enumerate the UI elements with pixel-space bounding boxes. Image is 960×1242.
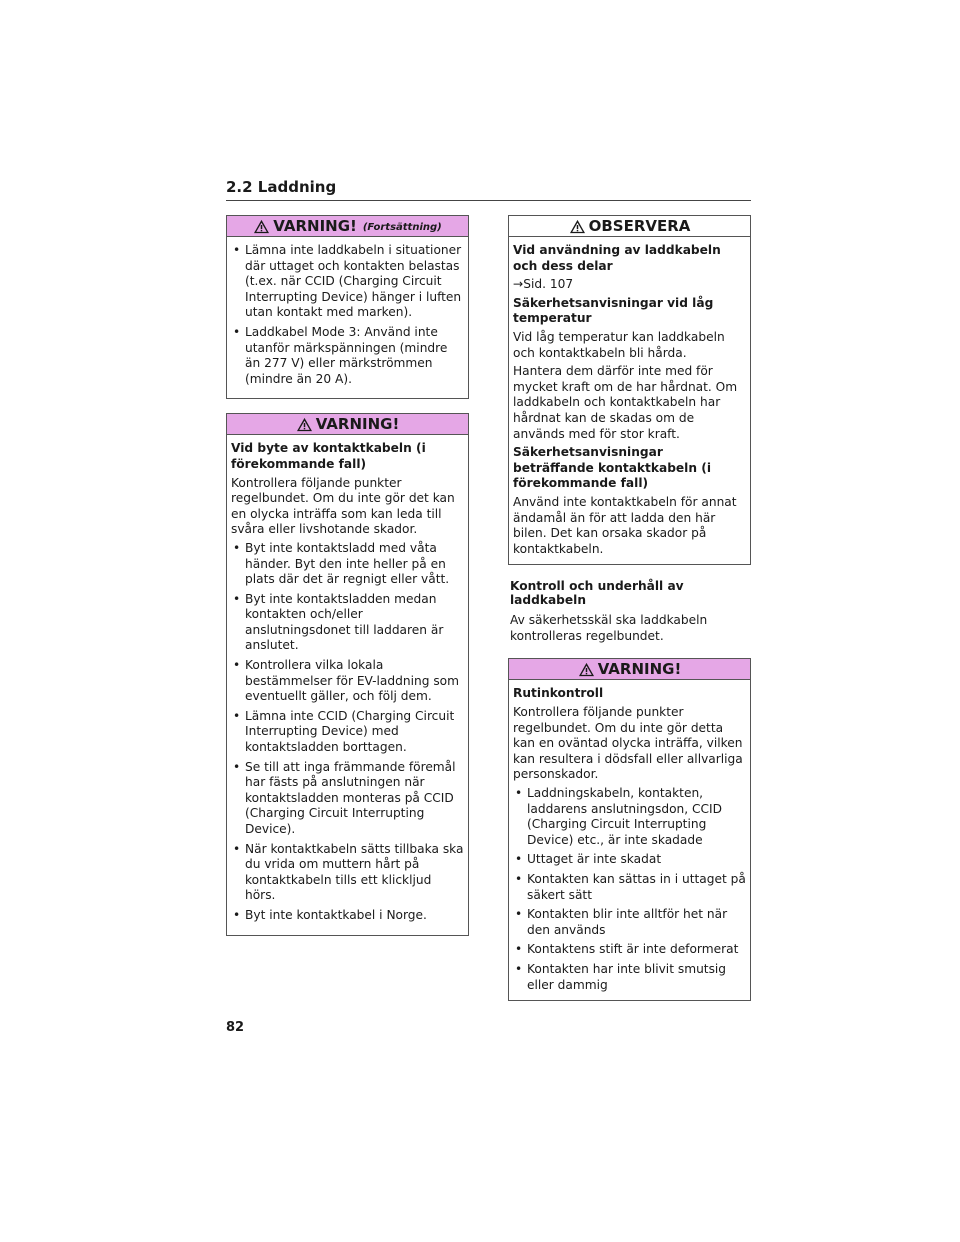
warning-triangle-icon bbox=[253, 219, 270, 234]
page-number: 82 bbox=[226, 1020, 245, 1035]
warning-body bbox=[509, 680, 750, 1000]
page-reference: →Sid. 107 bbox=[513, 277, 574, 292]
list-item: • Kontrollera vilka lokala bestämmelser för EV-laddning som eventuellt gäller, och följ dem. bbox=[231, 658, 464, 705]
section-heading: Kontroll och underhåll av laddkabeln bbox=[510, 579, 684, 608]
notice-icon bbox=[569, 219, 586, 234]
list-item: • Lämna inte laddkabeln i situationer där uttaget och kontakten belastas (t.ex. när CCID (Charging Circuit Interrupting Device) hänger i luften utan kontakt med marken). bbox=[231, 243, 464, 321]
list-item: • Lämna inte CCID (Charging Circuit Interrupting Device) med kontaktsladden borttagen. bbox=[231, 709, 464, 756]
list-item: • Byt inte kontaktkabel i Norge. bbox=[231, 908, 464, 924]
warning-intro: Kontrollera följande punkter regelbundet. Om du inte gör detta kan en oväntad olycka inträffa, vilken kan resultera i dödsfall eller allvarliga personskador. bbox=[513, 705, 743, 782]
warning-list bbox=[513, 786, 746, 993]
notice-paragraph: Vid låg temperatur kan laddkabeln och kontaktkabeln bli hårda. bbox=[513, 329, 725, 360]
notice-paragraph: Hantera dem därför inte med för mycket kraft om de har hårdnat. Om laddkabeln och kontaktkabeln har hårdnat kan de skadas om de används med för stor kraft. bbox=[513, 364, 738, 441]
notice-header bbox=[509, 216, 750, 237]
warning-box-cable-replacement bbox=[226, 413, 469, 935]
list-item: • När kontaktkabeln sätts tillbaka ska du vrida om muttern hårt på kontaktkabeln tills ett klickljud hörs. bbox=[231, 842, 464, 904]
warning-header bbox=[227, 414, 468, 435]
list-item: • Se till att inga främmande föremål har fästs på anslutningen när kontaktsladden monteras på CCID (Charging Circuit Interrupting Device). bbox=[231, 760, 464, 838]
warning-body bbox=[227, 237, 468, 398]
list-item: • Byt inte kontaktsladden medan kontakten och/eller anslutningsdonet till laddaren är anslutet. bbox=[231, 592, 464, 654]
section-title: 2.2 Laddning bbox=[226, 178, 337, 196]
warning-label: VARNING! bbox=[315, 415, 400, 434]
continued-label: (Fortsättning) bbox=[362, 222, 442, 233]
warning-heading: Rutinkontroll bbox=[513, 686, 604, 701]
list-item: • Kontakten har inte blivit smutsig eller dammig bbox=[513, 962, 746, 993]
warning-intro: Kontrollera följande punkter regelbundet. Om du inte gör det kan en olycka inträffa som kan leda till svåra eller livshotande skador. bbox=[231, 475, 455, 537]
warning-triangle-icon bbox=[296, 417, 313, 432]
notice-heading: Vid användning av laddkabeln och dess delar bbox=[513, 243, 721, 273]
notice-box bbox=[508, 215, 751, 565]
warning-body bbox=[227, 435, 468, 934]
list-item: • Kontakten kan sättas in i uttaget på säkert sätt bbox=[513, 872, 746, 903]
warning-label: VARNING! bbox=[273, 217, 357, 235]
list-item: • Laddkabel Mode 3: Använd inte utanför märkspänningen (mindre än 277 V) eller märkströmmen (mindre än 20 A). bbox=[231, 325, 464, 387]
warning-header bbox=[227, 216, 468, 237]
list-item: • Byt inte kontaktsladd med våta händer. Byt den inte heller på en plats där det är regnigt eller vått. bbox=[231, 541, 464, 588]
list-item: • Kontakten blir inte alltför het när den används bbox=[513, 907, 746, 938]
page-header bbox=[226, 178, 751, 201]
warning-list bbox=[231, 243, 464, 387]
header-rule bbox=[226, 200, 751, 201]
warning-box-routine-check bbox=[508, 658, 751, 1001]
list-item: • Kontaktens stift är inte deformerat bbox=[513, 942, 746, 958]
maintenance-section bbox=[508, 579, 751, 644]
notice-body bbox=[509, 237, 750, 564]
list-item: • Uttaget är inte skadat bbox=[513, 852, 746, 868]
section-text: Av säkerhetsskäl ska laddkabeln kontrolleras regelbundet. bbox=[510, 613, 708, 643]
warning-triangle-icon bbox=[578, 662, 595, 677]
warning-list bbox=[231, 541, 464, 924]
right-column bbox=[508, 215, 751, 1001]
notice-heading: Säkerhetsanvisningar vid låg temperatur bbox=[513, 295, 714, 326]
warning-heading: Vid byte av kontaktkabeln (i förekommande fall) bbox=[231, 441, 426, 471]
notice-heading: Säkerhetsanvisningar beträffande kontaktkabeln (i förekommande fall) bbox=[513, 445, 712, 491]
warning-box-continued bbox=[226, 215, 469, 399]
list-item: • Laddningskabeln, kontakten, laddarens anslutningsdon, CCID (Charging Circuit Interrupting Device) etc., är inte skadade bbox=[513, 786, 746, 848]
warning-label: VARNING! bbox=[597, 660, 682, 679]
warning-header bbox=[509, 659, 750, 680]
notice-paragraph: Använd inte kontaktkabeln för annat ändamål än för att ladda den här bilen. Det kan orsaka skador på kontaktkabeln. bbox=[513, 494, 737, 556]
left-column bbox=[226, 215, 469, 936]
notice-label: OBSERVERA bbox=[588, 217, 691, 235]
